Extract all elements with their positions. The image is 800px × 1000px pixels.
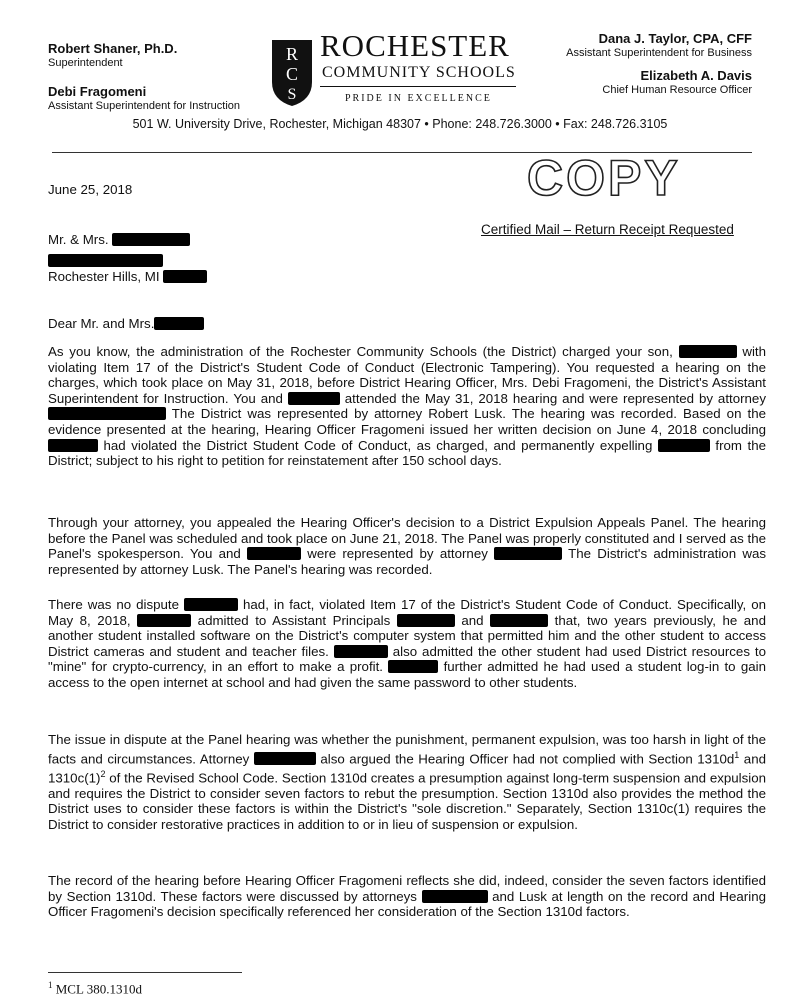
- header-right-person-1: [566, 31, 752, 61]
- paragraph-1-text: As you know, the administration of the Rochester Community Schools (the District) charged your son,: [48, 344, 673, 359]
- paragraph-1: [48, 344, 766, 469]
- asst-superintendent-business-name: Dana J. Taylor, CPA, CFF: [598, 31, 752, 46]
- paragraph-2-text: The District's administration was represented by attorney Lusk. The Panel's hearing was recorded.: [48, 546, 766, 577]
- district-logo-subname: COMMUNITY SCHOOLS: [322, 64, 516, 81]
- header-right-person-2: [602, 68, 752, 98]
- paragraph-1-text: The District was represented by attorney Robert Lusk. The hearing was recorded. Based on the evidence presented at the hearing, Hearing Officer Fragomeni issued her written decision on June 4, 2018 concluding: [48, 406, 766, 437]
- redaction-bar: [388, 660, 438, 673]
- redaction-bar: [494, 547, 562, 560]
- paragraph-4: [48, 732, 766, 832]
- redaction-bar: [397, 614, 455, 627]
- paragraph-4-text: also argued the Hearing Officer had not complied with Section 1310d: [320, 751, 735, 767]
- redaction-bar: [137, 614, 191, 627]
- addressee-line: [48, 232, 190, 248]
- redaction-bar: [48, 254, 163, 267]
- redaction-bar: [184, 598, 238, 611]
- header-left-person-1: [48, 41, 177, 71]
- header-left-person-2: [48, 84, 240, 114]
- paragraph-1-text: attended the May 31, 2018 hearing and were represented by attorney: [344, 390, 766, 406]
- asst-superintendent-instruction-title: Assistant Superintendent for Instruction: [48, 100, 240, 112]
- district-motto: PRIDE IN EXCELLENCE: [345, 93, 492, 104]
- paragraph-3-text: that, two years previously, he and another student installed software on the District's computer system that permitted him and the other student to access District cameras and student and teacher files.: [48, 612, 766, 659]
- footnote-text: MCL 380.1310d: [55, 981, 142, 997]
- superintendent-name: Robert Shaner, Ph.D.: [48, 41, 178, 56]
- addressee-prefix: Mr. & Mrs.: [48, 232, 109, 247]
- paragraph-4-text: and 1310c(1): [48, 751, 766, 786]
- superintendent-title: Superintendent: [48, 57, 123, 69]
- hr-officer-title: Chief Human Resource Officer: [602, 84, 752, 96]
- addressee-city-line: [48, 269, 207, 285]
- addressee-city: Rochester Hills, MI: [48, 269, 160, 284]
- footnote-ref-1: 1: [734, 749, 740, 760]
- svg-text:C: C: [285, 64, 299, 84]
- logo-divider: [320, 86, 516, 87]
- paragraph-5-text: and Lusk at length on the record and Hearing Officer Fragomeni's decision specifically referenced her consideration of the Section 1310d factors.: [48, 888, 766, 920]
- paragraph-3-text: also admitted the other student had used District resources to "mine" for crypto-currency, in an effort to make a profit.: [48, 643, 766, 675]
- paragraph-3-text: had, in fact, violated Item 17 of the District's Student Code of Conduct. Specifically, on May 8, 2018,: [48, 597, 766, 628]
- footnote: [48, 980, 142, 997]
- paragraph-2-text: were represented by attorney: [307, 546, 488, 562]
- redaction-bar: [288, 392, 340, 405]
- footnote-ref-2: 2: [100, 768, 106, 779]
- paragraph-1-text: had violated the District Student Code of Conduct, as charged, and permanently expelling: [103, 437, 653, 453]
- paragraph-3-text: There was no dispute: [48, 597, 180, 612]
- paragraph-3-text: and: [461, 612, 484, 628]
- asst-superintendent-instruction-name: Debi Fragomeni: [48, 84, 147, 99]
- redaction-bar: [490, 614, 548, 627]
- paragraph-5-text: The record of the hearing before Hearing Officer Fragomeni reflects she did, indeed, consider the seven factors identified by Section 1310d. These factors were discussed by attorneys: [48, 873, 766, 904]
- paragraph-4-text: of the Revised School Code. Section 1310d creates a presumption against long-term suspension and expulsion and requires the District to consider seven factors to rebut the presumption. Section 1310d also provides the method the District uses to consider these factors is within the District's "sole discretion." Separately, Section 1310c(1) requires the District to consider restorative practices in addition to or in lieu of suspension or expulsion.: [48, 770, 766, 832]
- paragraph-3: [48, 597, 766, 691]
- hr-officer-name: Elizabeth A. Davis: [640, 68, 752, 83]
- paragraph-4-text: The issue in dispute at the Panel hearing was whether the punishment, permanent expulsion, was too harsh in light of the facts and circumstances. Attorney: [48, 732, 766, 767]
- svg-text:R: R: [285, 44, 299, 64]
- letter-date: June 25, 2018: [48, 182, 133, 197]
- paragraph-3-text: further admitted he had used a student log-in to gain access to the open internet at school and had given the same password to other students.: [48, 659, 766, 690]
- paragraph-2-text: Through your attorney, you appealed the Hearing Officer's decision to a District Expulsion Appeals Panel. The hearing before the Panel was scheduled and took place on June 21, 2018. The Panel was properly constituted and I served as the Panel's spokesperson. You and: [48, 515, 766, 562]
- paragraph-5: [48, 873, 766, 920]
- redaction-bar: [422, 890, 488, 903]
- paragraph-2: [48, 515, 766, 577]
- footnote-number: 1: [48, 980, 53, 990]
- paragraph-3-text: admitted to Assistant Principals: [197, 612, 391, 628]
- redaction-bar: [334, 645, 388, 658]
- rcs-shield-logo: [270, 38, 314, 108]
- redaction-bar: [658, 439, 710, 452]
- redaction-bar: [48, 439, 98, 452]
- redaction-bar: [112, 233, 190, 246]
- district-address: 501 W. University Drive, Rochester, Michigan 48307 • Phone: 248.726.3000 • Fax: 248.726.3105: [132, 117, 668, 131]
- district-logo-name: ROCHESTER: [320, 28, 510, 63]
- redaction-bar: [254, 752, 316, 765]
- paragraph-1-text: from the District; subject to his right to petition for reinstatement after 150 school days.: [48, 437, 766, 469]
- addressee-street-line: [48, 252, 163, 270]
- certified-mail-notice: Certified Mail – Return Receipt Requested: [481, 222, 734, 237]
- redaction-bar: [154, 317, 204, 330]
- salutation-line: [48, 316, 204, 332]
- redaction-bar: [48, 407, 166, 420]
- footnote-divider: [48, 972, 242, 973]
- copy-stamp: COPY: [527, 150, 681, 206]
- redaction-bar: [679, 345, 737, 358]
- paragraph-1-text: with violating Item 17 of the District's Student Code of Conduct (Electronic Tampering). You requested a hearing on the charges, which took place on May 31, 2018, before District Hearing Officer, Mrs. Debi Fragomeni, the District's Assistant Superintendent for Instruction. You and: [48, 344, 766, 406]
- redaction-bar: [247, 547, 301, 560]
- salutation: Dear Mr. and Mrs.: [48, 316, 155, 331]
- asst-superintendent-business-title: Assistant Superintendent for Business: [566, 47, 752, 59]
- redaction-bar: [163, 270, 207, 283]
- svg-text:S: S: [287, 86, 297, 103]
